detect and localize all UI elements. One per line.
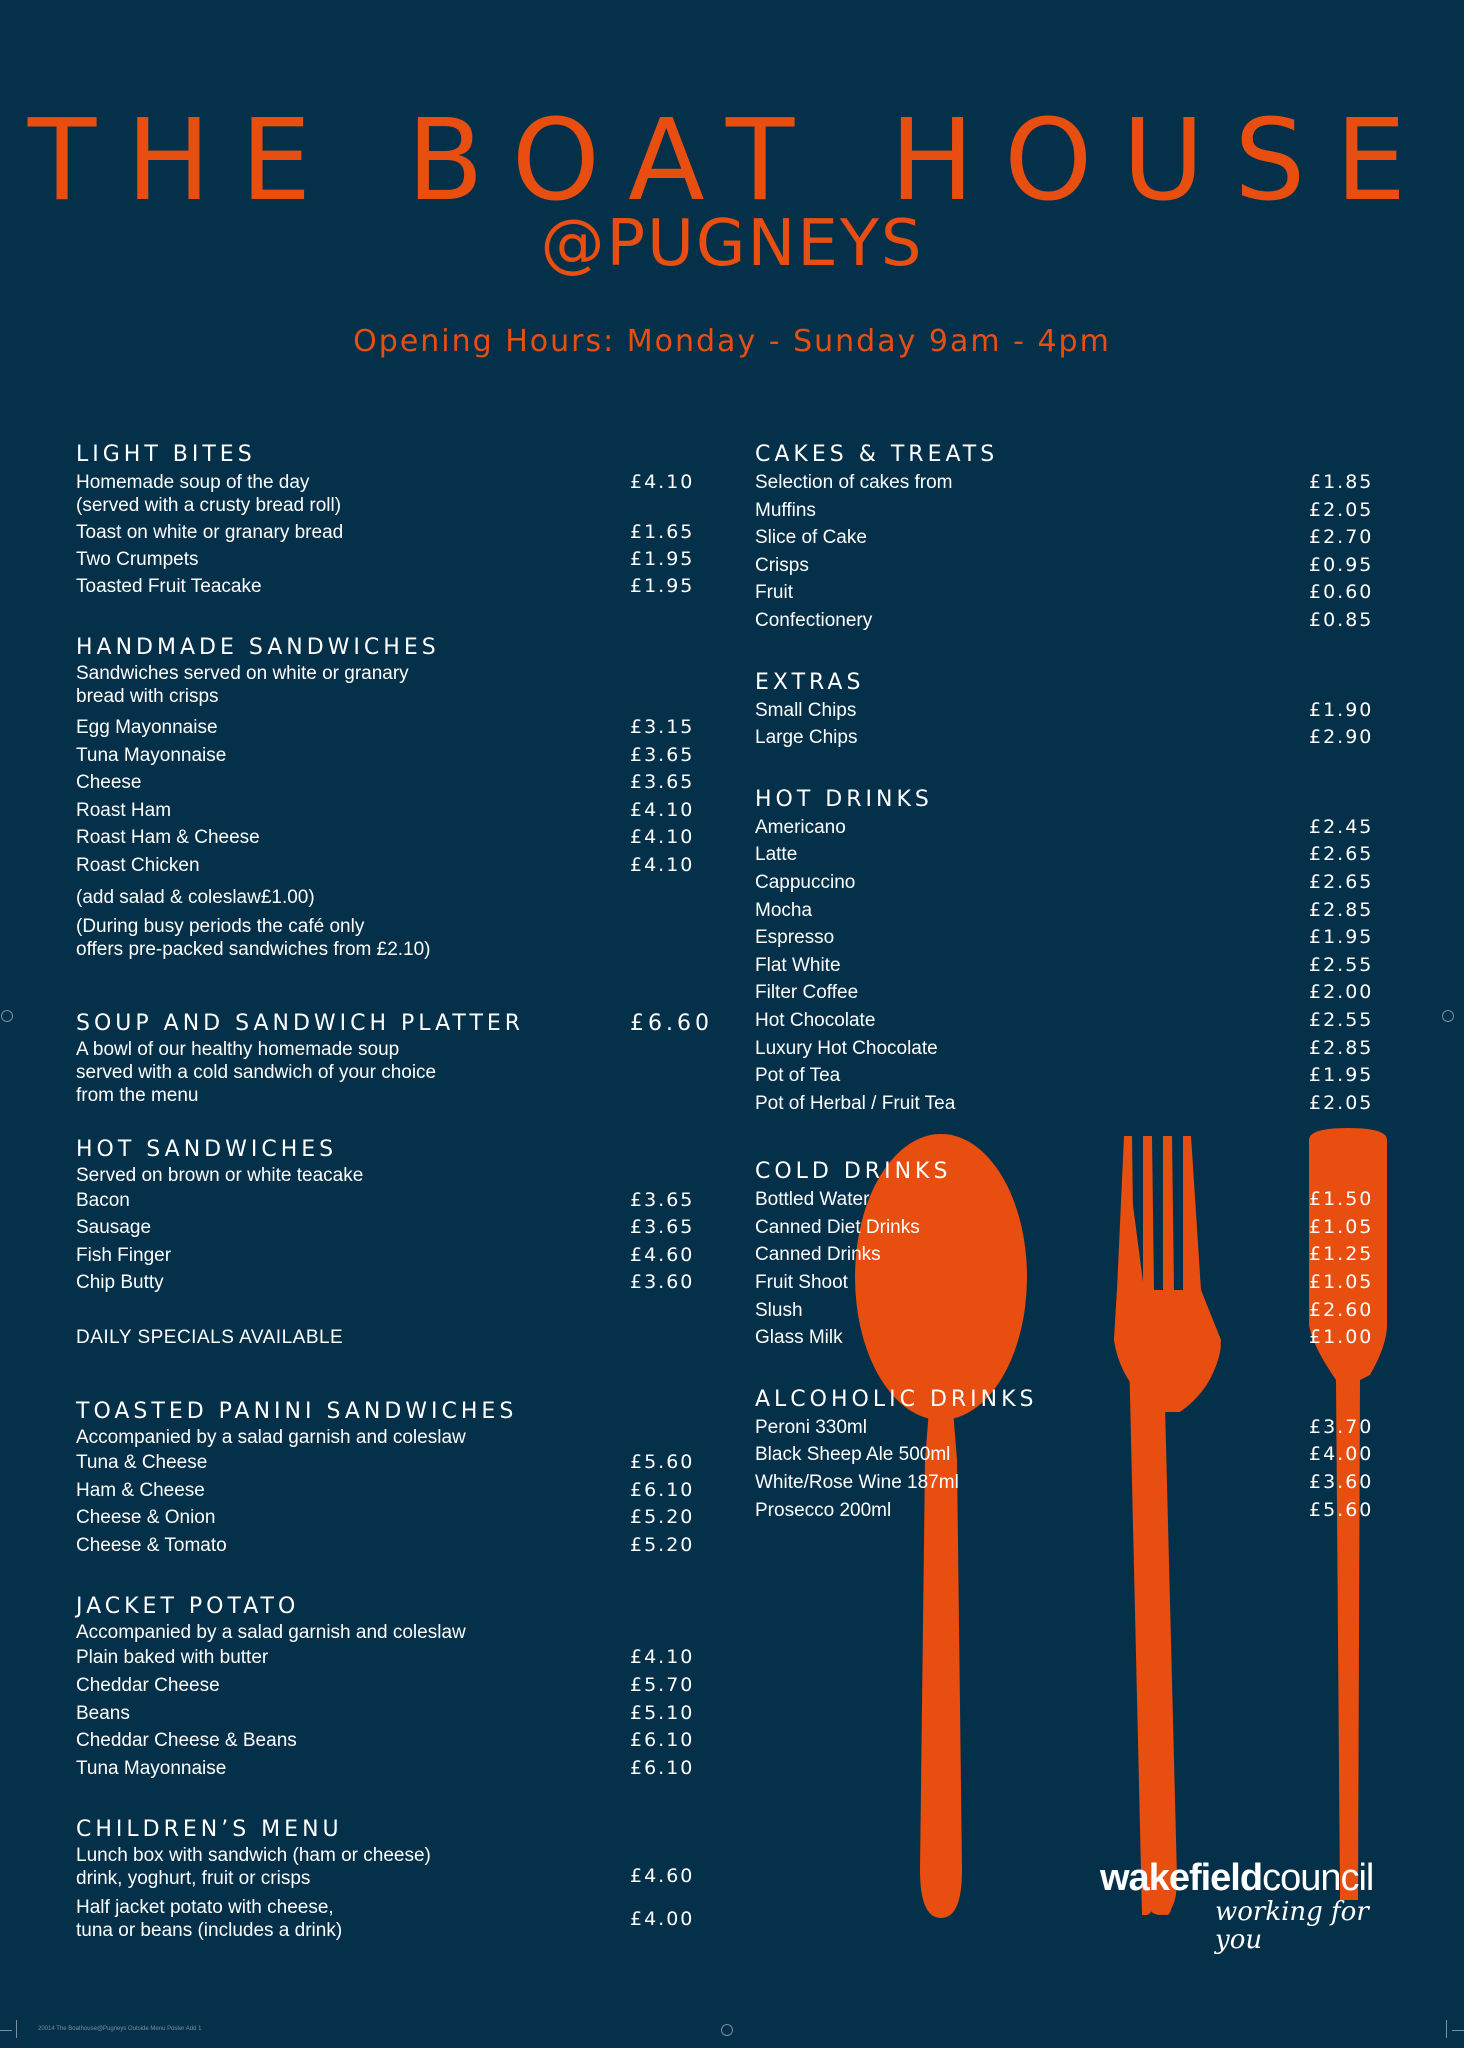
list-item: Canned Drinks £1.25 — [755, 1243, 1374, 1266]
section-title: CAKES & TREATS — [755, 442, 999, 467]
list-item: Tuna & Cheese £5.60 — [76, 1450, 695, 1473]
logo-tagline: working for you — [1215, 1897, 1369, 1955]
section-alcoholic-drinks — [755, 1385, 1385, 1524]
list-item: Beans £5.10 — [76, 1701, 695, 1724]
registration-mark — [721, 2024, 733, 2036]
left-column — [76, 440, 713, 1975]
list-item: Pot of Tea £1.95 — [755, 1064, 1374, 1087]
list-item: Tuna Mayonnaise £3.65 — [76, 743, 695, 766]
section-childrens-menu — [76, 1815, 706, 1942]
list-item: Cappuccino £2.65 — [755, 870, 1374, 893]
list-item: Flat White £2.55 — [755, 953, 1374, 976]
list-item: Cheese & Onion £5.20 — [76, 1506, 695, 1529]
list-item: Two Crumpets £1.95 — [76, 548, 695, 570]
section-jacket-potato — [76, 1592, 706, 1782]
section-note: Accompanied by a salad garnish and coleslaw — [76, 1622, 466, 1644]
platter-price: £6.60 — [630, 1010, 713, 1036]
list-item: Plain baked with butter £4.10 — [76, 1646, 695, 1669]
section-title: HOT SANDWICHES — [76, 1136, 338, 1162]
list-item: Peroni 330ml £3.70 — [755, 1415, 1374, 1438]
section-title: LIGHT BITES — [76, 442, 256, 467]
list-item: Crisps £0.95 — [755, 553, 1374, 576]
section-extras — [755, 668, 1385, 752]
list-item: Slice of Cake £2.70 — [755, 526, 1374, 549]
registration-mark — [1442, 1010, 1454, 1022]
list-item: Roast Ham & Cheese £4.10 — [76, 826, 695, 849]
section-panini — [76, 1397, 706, 1559]
list-item: Muffins £2.05 — [755, 498, 1374, 521]
list-item: Half jacket potato with cheese, tuna or beans (includes a drink) £4.00 — [76, 1897, 695, 1942]
section-title: HANDMADE SANDWICHES — [76, 635, 440, 660]
list-item: Roast Chicken £4.10 — [76, 853, 695, 876]
section-title: COLD DRINKS — [755, 1159, 952, 1185]
registration-mark — [1, 1010, 13, 1022]
section-note: A bowl of our healthy homemade soup served with a cold sandwich of your choice from the menu — [76, 1038, 437, 1106]
list-item: Roast Ham £4.10 — [76, 798, 695, 821]
section-handmade-sandwiches — [76, 633, 706, 961]
list-item: Cheese £3.65 — [76, 771, 695, 794]
list-item: Sausage £3.65 — [76, 1216, 695, 1239]
list-item: White/Rose Wine 187ml £3.60 — [755, 1471, 1374, 1494]
section-light-bites — [76, 440, 706, 600]
list-item: Black Sheep Ale 500ml £4.00 — [755, 1443, 1374, 1466]
crop-mark — [16, 2020, 17, 2038]
section-title: EXTRAS — [755, 669, 865, 695]
section-title: JACKET POTATO — [76, 1594, 300, 1620]
section-cold-drinks — [755, 1157, 1385, 1352]
list-item: Filter Coffee £2.00 — [755, 981, 1374, 1004]
list-item: Chip Butty £3.60 — [76, 1271, 695, 1294]
crop-mark — [0, 2030, 12, 2031]
section-title: CHILDREN’S MENU — [76, 1817, 343, 1843]
section-soup-platter — [76, 1009, 713, 1107]
list-item: Slush £2.60 — [755, 1298, 1374, 1321]
page-title: THE BOAT HOUSE — [27, 96, 1437, 226]
right-column — [755, 440, 1385, 1557]
list-item: Tuna Mayonnaise £6.10 — [76, 1756, 695, 1779]
print-slug: 20014 The Boathouse@Pugneys Outside Menu Poster Add 1 — [38, 2026, 202, 2032]
list-item: Latte £2.65 — [755, 843, 1374, 866]
daily-specials: DAILY SPECIALS AVAILABLE — [76, 1326, 344, 1348]
wakefield-council-logo: wakefieldcouncil working for you — [1100, 1858, 1400, 1954]
page-subtitle: @PUGNEYS — [540, 207, 924, 281]
list-item: Cheese & Tomato £5.20 — [76, 1533, 695, 1556]
section-title: TOASTED PANINI SANDWICHES — [76, 1398, 518, 1424]
list-item: Glass Milk £1.00 — [755, 1326, 1374, 1349]
section-title: ALCOHOLIC DRINKS — [755, 1386, 1038, 1412]
section-hot-sandwiches — [76, 1135, 706, 1297]
opening-hours: Opening Hours: Monday - Sunday 9am - 4pm — [353, 324, 1111, 359]
list-item: Fruit £0.60 — [755, 581, 1374, 604]
salad-note: (add salad & coleslaw£1.00) — [76, 886, 315, 908]
busy-note: (During busy periods the café only offers pre-packed sandwiches from £2.10) — [76, 915, 431, 960]
list-item: Cheddar Cheese & Beans £6.10 — [76, 1729, 695, 1752]
list-item: Luxury Hot Chocolate £2.85 — [755, 1036, 1374, 1059]
list-item: Americano £2.45 — [755, 815, 1374, 838]
list-item: Confectionery £0.85 — [755, 608, 1374, 631]
list-item: Toasted Fruit Teacake £1.95 — [76, 575, 695, 597]
list-item: Homemade soup of the day (served with a crusty bread roll) £4.10 — [76, 471, 695, 516]
list-item: Bottled Water £1.50 — [755, 1188, 1374, 1211]
list-item: Selection of cakes from £1.85 — [755, 471, 1374, 493]
list-item: Mocha £2.85 — [755, 898, 1374, 921]
list-item: Espresso £1.95 — [755, 926, 1374, 949]
section-cakes — [755, 440, 1385, 635]
list-item: Bacon £3.65 — [76, 1188, 695, 1211]
crop-mark — [1452, 2030, 1464, 2031]
section-note: Served on brown or white teacake — [76, 1164, 364, 1186]
list-item: Fish Finger £4.60 — [76, 1243, 695, 1266]
section-hot-drinks — [755, 785, 1385, 1118]
list-item: Hot Chocolate £2.55 — [755, 1008, 1374, 1031]
section-title: SOUP AND SANDWICH PLATTER £6.60 — [76, 1009, 706, 1039]
list-item: Pot of Herbal / Fruit Tea £2.05 — [755, 1091, 1374, 1114]
list-item: Ham & Cheese £6.10 — [76, 1478, 695, 1501]
list-item: Lunch box with sandwich (ham or cheese) drink, yoghurt, fruit or crisps £4.60 — [76, 1845, 695, 1890]
list-item: Fruit Shoot £1.05 — [755, 1271, 1374, 1294]
list-item: Small Chips £1.90 — [755, 698, 1374, 721]
list-item: Egg Mayonnaise £3.15 — [76, 716, 695, 738]
list-item: Toast on white or granary bread £1.65 — [76, 521, 695, 543]
list-item: Cheddar Cheese £5.70 — [76, 1673, 695, 1696]
crop-mark — [1446, 2020, 1447, 2038]
list-item: Canned Diet Drinks £1.05 — [755, 1215, 1374, 1238]
section-title: HOT DRINKS — [755, 786, 933, 812]
section-note: Sandwiches served on white or granary bread with crisps — [76, 663, 409, 707]
list-item: Large Chips £2.90 — [755, 726, 1374, 749]
section-note: Accompanied by a salad garnish and coleslaw — [76, 1426, 466, 1448]
list-item: Prosecco 200ml £5.60 — [755, 1498, 1374, 1521]
